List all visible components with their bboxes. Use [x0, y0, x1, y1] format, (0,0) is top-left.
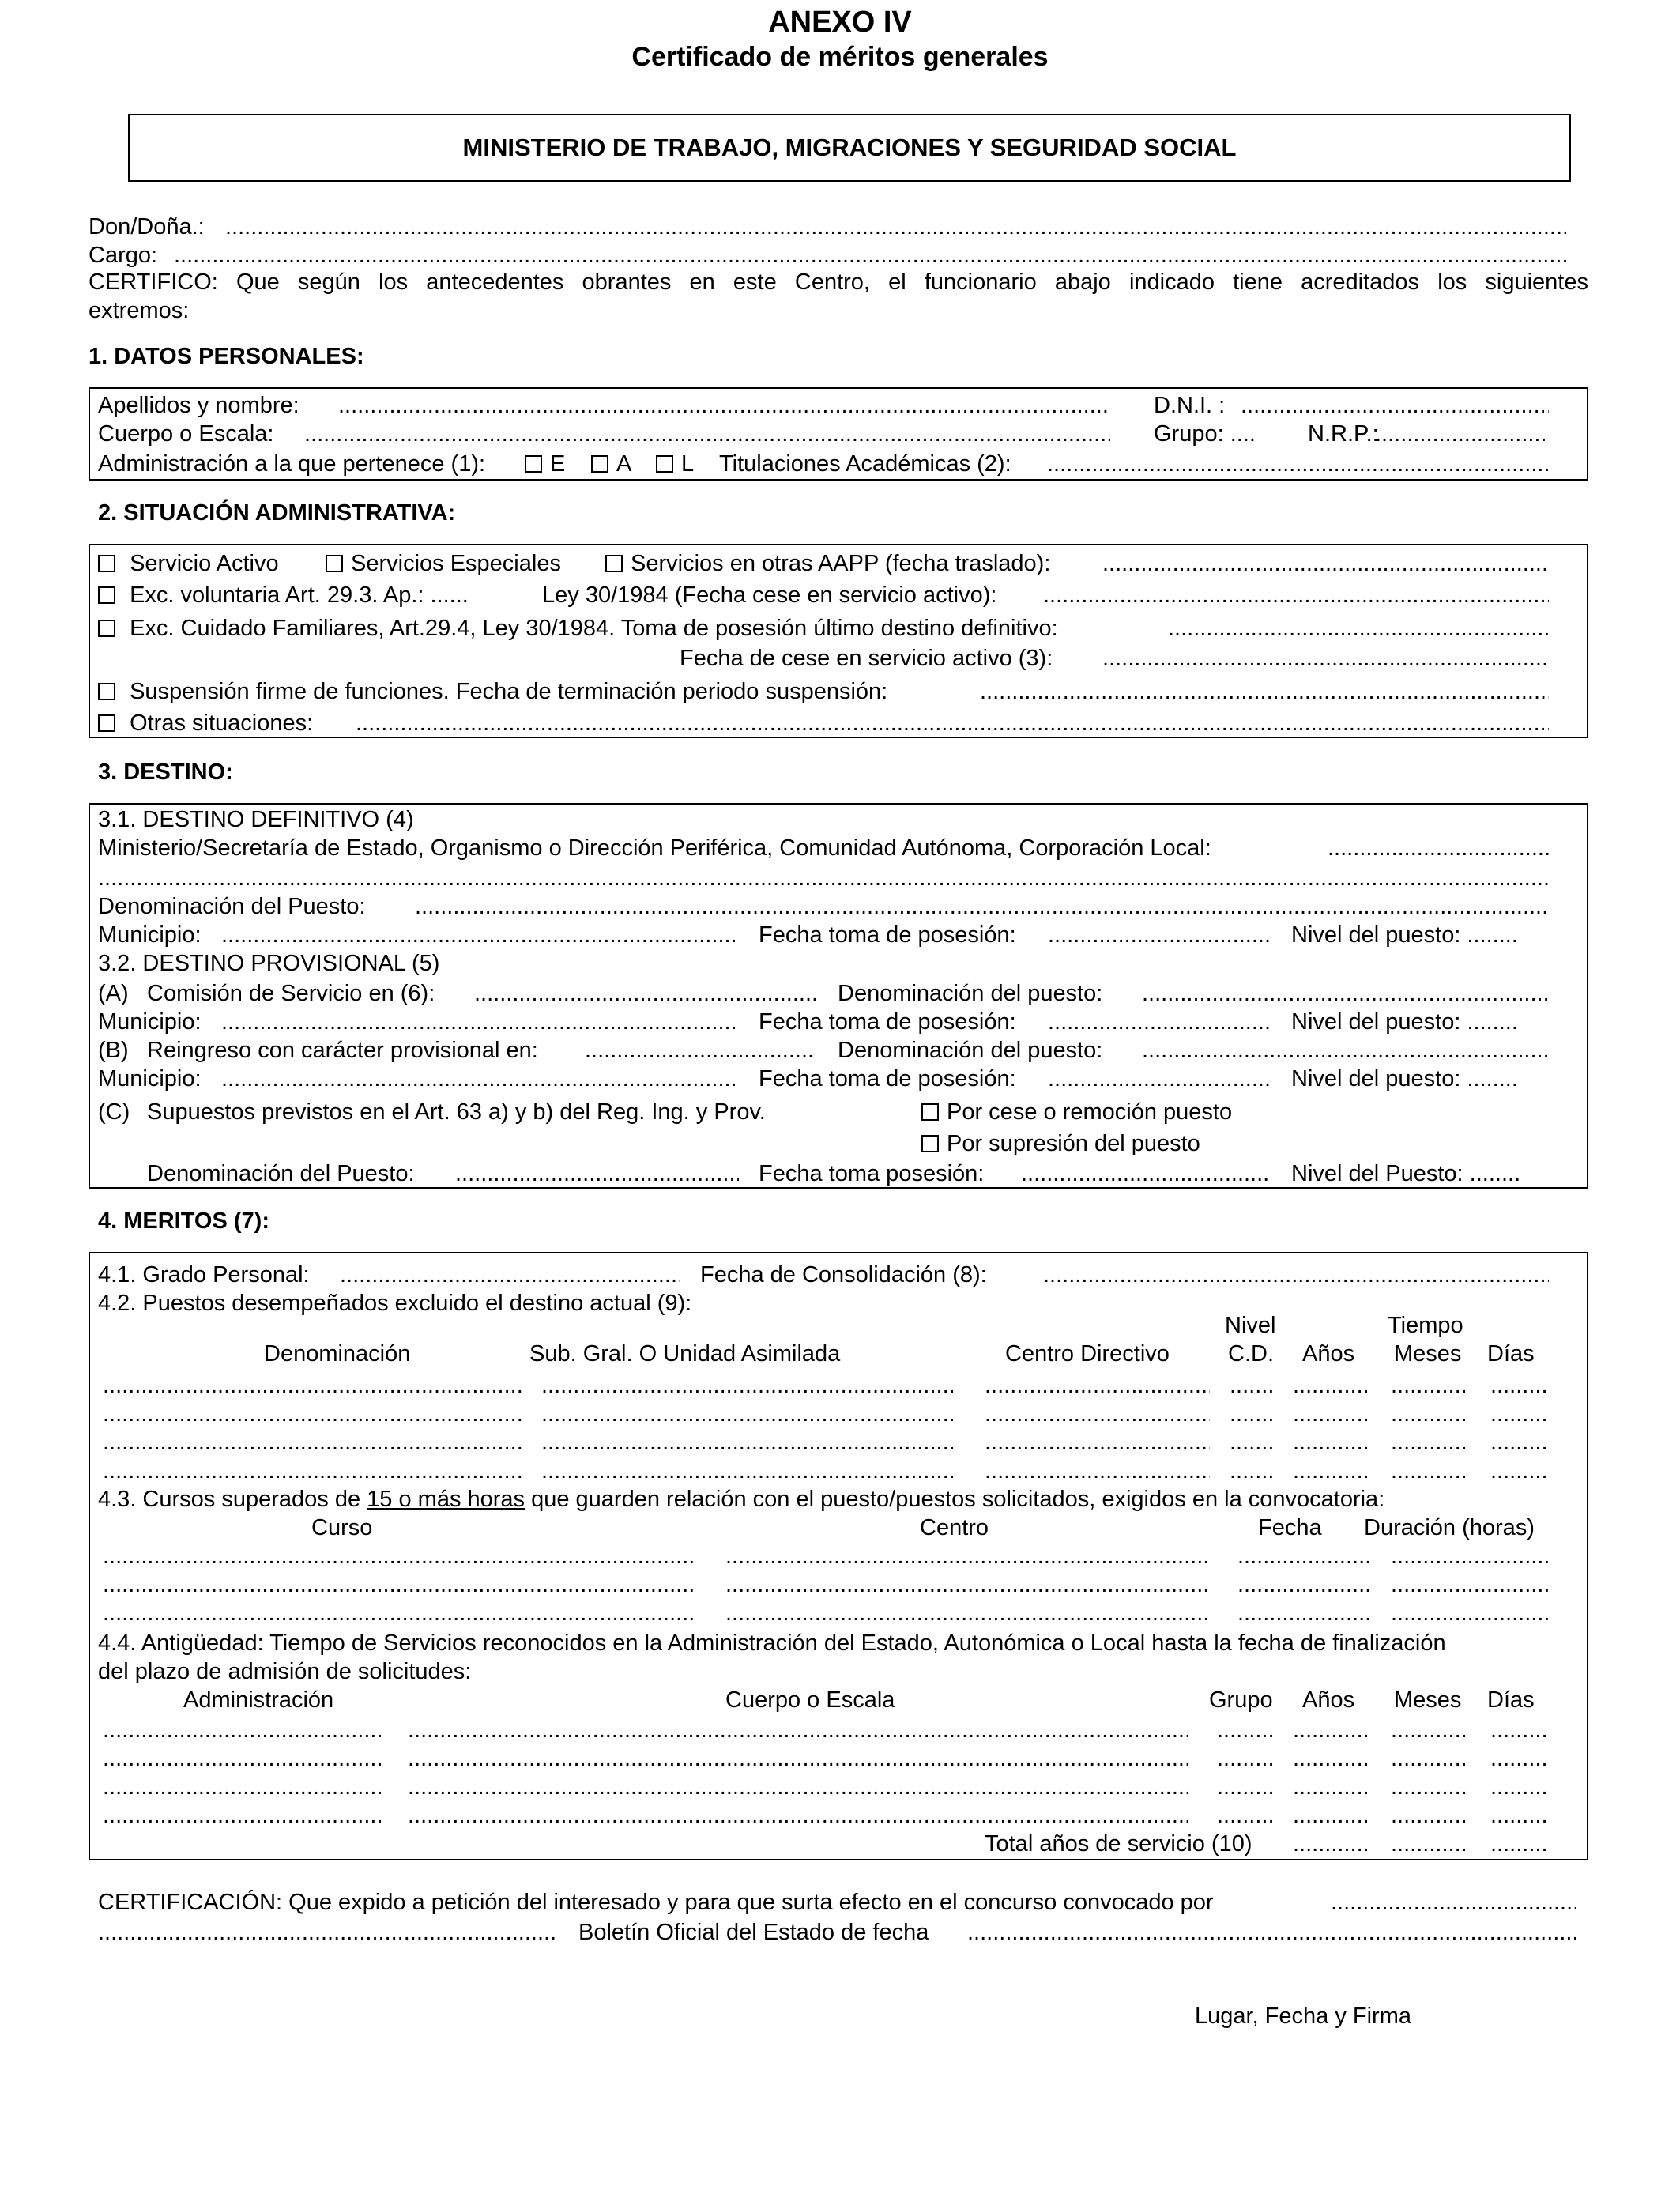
certifico-text: CERTIFICO: Que según los antecedentes obrantes en este Centro, el funcionario abajo indicado tiene acreditados los siguientes	[89, 270, 1588, 295]
antiguedad-cuerpo-cell[interactable]	[408, 1802, 1188, 1829]
cursos-duracion-cell[interactable]	[1391, 1571, 1549, 1598]
fecha-cese-field[interactable]	[1043, 582, 1549, 609]
admin-option-a[interactable]: A	[591, 450, 631, 477]
comision-field[interactable]	[474, 980, 816, 1007]
puestos-cd-cell[interactable]	[1230, 1372, 1274, 1399]
antiguedad-anos-cell[interactable]	[1293, 1802, 1370, 1829]
col-duracion-header: Duración (horas)	[1364, 1515, 1535, 1540]
checkbox-por-cese[interactable]	[921, 1103, 939, 1121]
admin-label: Administración a la que pertenece (1):	[98, 451, 486, 477]
cursos-duracion-cell[interactable]	[1391, 1543, 1549, 1570]
puestos-anos-cell[interactable]	[1293, 1429, 1370, 1456]
ministry-name: MINISTERIO DE TRABAJO, MIGRACIONES Y SEGURIDAD SOCIAL	[462, 134, 1237, 161]
puestos-subgral-cell[interactable]	[541, 1429, 956, 1456]
otras-field[interactable]	[356, 710, 1549, 737]
fecha-cese-3-field[interactable]	[1102, 645, 1549, 672]
antiguedad-admin-cell[interactable]	[103, 1745, 381, 1772]
antiguedad-text: 4.4. Antigüedad: Tiempo de Servicios reconocidos en la Administración del Estado, Autonómica o Local hasta la fecha de finalización	[98, 1630, 1446, 1656]
puestos-denominacion-cell[interactable]	[103, 1457, 522, 1484]
puestos-dias-cell[interactable]	[1490, 1372, 1549, 1399]
apellidos-label: Apellidos y nombre:	[98, 393, 299, 418]
antiguedad-admin-cell[interactable]	[103, 1802, 381, 1829]
consolidacion-field[interactable]	[1043, 1261, 1549, 1288]
section3-title: 3. DESTINO:	[98, 760, 233, 785]
ministerio-label: Ministerio/Secretaría de Estado, Organismo o Dirección Periférica, Comunidad Autónoma, Corporación Local:	[98, 835, 1211, 861]
b-label: (B)	[98, 1038, 129, 1063]
annex-title: ANEXO IV	[768, 6, 912, 39]
antiguedad-dias-cell[interactable]	[1490, 1774, 1549, 1800]
fecha-toma-c-label: Fecha toma posesión:	[759, 1161, 985, 1186]
col-cuerpo-header: Cuerpo o Escala	[725, 1687, 895, 1713]
puestos-anos-cell[interactable]	[1293, 1457, 1370, 1484]
dni-field[interactable]	[1241, 392, 1549, 419]
cursos-centro-cell[interactable]	[725, 1600, 1211, 1627]
antiguedad-admin-cell[interactable]	[103, 1717, 381, 1744]
municipio-a-label: Municipio:	[98, 1009, 202, 1035]
denominacion-b-label: Denominación del puesto:	[838, 1038, 1103, 1063]
ley-fecha-cese-label: Ley 30/1984 (Fecha cese en servicio activo):	[542, 582, 997, 608]
section2-title: 2. SITUACIÓN ADMINISTRATIVA:	[98, 500, 456, 526]
fecha-toma-a-field[interactable]	[1048, 1008, 1271, 1035]
col-meses-header: Meses	[1394, 1341, 1462, 1367]
denominacion-c-field[interactable]	[455, 1160, 739, 1187]
antiguedad-cuerpo-cell[interactable]	[408, 1717, 1188, 1744]
cursos-label: 4.3. Cursos superados de 15 o más horas que guarden relación con el puesto/puestos solicitados, exigidos en la convocatoria:	[98, 1487, 1385, 1512]
fecha-toma-c-field[interactable]	[1021, 1160, 1271, 1187]
fecha-toma-a-label: Fecha toma de posesión:	[759, 1009, 1016, 1035]
cursos-curso-cell[interactable]	[103, 1543, 697, 1570]
section1-title: 1. DATOS PERSONALES:	[89, 344, 364, 369]
servicios-especiales-option[interactable]: Servicios Especiales	[326, 550, 561, 577]
dni-label: D.N.I. :	[1154, 393, 1226, 418]
don-label: Don/Doña.:	[89, 214, 205, 239]
otras-option[interactable]: Otras situaciones:	[98, 710, 313, 737]
cursos-curso-cell[interactable]	[103, 1600, 697, 1627]
col-anos-header: Años	[1302, 1341, 1355, 1367]
puestos-meses-cell[interactable]	[1391, 1457, 1468, 1484]
fecha-toma-label: Fecha toma de posesión:	[759, 922, 1016, 948]
antiguedad-grupo-cell[interactable]	[1217, 1802, 1274, 1829]
denominacion-b-field[interactable]	[1142, 1037, 1549, 1064]
puestos-subgral-cell[interactable]	[541, 1457, 956, 1484]
por-supresion-option[interactable]: Por supresión del puesto	[921, 1130, 1200, 1157]
ministerio-field[interactable]	[1328, 835, 1549, 861]
checkbox-por-supresion[interactable]	[921, 1135, 939, 1152]
col-grupo-header: Grupo	[1209, 1687, 1273, 1713]
reingreso-field[interactable]	[585, 1037, 816, 1064]
checkbox-exc-voluntaria[interactable]	[98, 586, 115, 604]
apellidos-field[interactable]	[338, 392, 1110, 419]
antiguedad-admin-cell[interactable]	[103, 1774, 381, 1800]
checkbox-a[interactable]	[591, 455, 608, 473]
a-label: (A)	[98, 981, 129, 1006]
col-dias-header-44: Días	[1487, 1687, 1535, 1713]
supuestos-label: Supuestos previstos en el Art. 63 a) y b) del Reg. Ing. y Prov.	[147, 1099, 766, 1125]
col-administracion-header: Administración	[183, 1687, 334, 1713]
col-fecha-header: Fecha	[1258, 1515, 1322, 1540]
consolidacion-label: Fecha de Consolidación (8):	[700, 1262, 987, 1287]
ministerio-field-cont[interactable]	[98, 865, 1549, 892]
puestos-denominacion-cell[interactable]	[103, 1400, 522, 1427]
don-field[interactable]	[225, 213, 1566, 240]
puestos-cd-cell[interactable]	[1230, 1429, 1274, 1456]
nivel-c-label: Nivel del Puesto: ........	[1291, 1161, 1521, 1186]
cargo-field[interactable]	[174, 242, 1566, 269]
antiguedad-dias-cell[interactable]	[1490, 1745, 1549, 1772]
antiguedad-cuerpo-cell[interactable]	[408, 1745, 1188, 1772]
comision-label: Comisión de Servicio en (6):	[147, 981, 435, 1006]
checkbox-exc-cuidado[interactable]	[98, 620, 115, 637]
cursos-fecha-cell[interactable]	[1237, 1600, 1370, 1627]
antiguedad-cuerpo-cell[interactable]	[408, 1774, 1188, 1800]
titulaciones-label: Titulaciones Académicas (2):	[719, 451, 1011, 477]
nrp-label: N.R.P.:	[1308, 421, 1379, 447]
cuerpo-label: Cuerpo o Escala:	[98, 421, 274, 447]
denominacion-c-label: Denominación del Puesto:	[147, 1161, 415, 1186]
antiguedad-grupo-cell[interactable]	[1217, 1745, 1274, 1772]
municipio-field[interactable]	[221, 922, 739, 948]
total-meses-field[interactable]	[1391, 1830, 1468, 1857]
fecha-toma-b-field[interactable]	[1048, 1065, 1271, 1092]
denominacion-puesto-label: Denominación del Puesto:	[98, 894, 366, 919]
checkbox-servicios-especiales[interactable]	[326, 555, 343, 572]
certifico-text-end: extremos:	[89, 298, 190, 323]
total-dias-field[interactable]	[1490, 1830, 1549, 1857]
antiguedad-anos-cell[interactable]	[1293, 1745, 1370, 1772]
fecha-toma-b-label: Fecha toma de posesión:	[759, 1066, 1016, 1091]
antiguedad-text-end: del plazo de admisión de solicitudes:	[98, 1659, 472, 1684]
cursos-curso-cell[interactable]	[103, 1571, 697, 1598]
checkbox-servicio-activo[interactable]	[98, 555, 115, 572]
puestos-cd-cell[interactable]	[1230, 1400, 1274, 1427]
nivel-puesto-label: Nivel del puesto: ........	[1291, 922, 1518, 948]
fecha-toma-field[interactable]	[1048, 922, 1271, 948]
cursos-duracion-cell[interactable]	[1391, 1600, 1549, 1627]
col-nivel-header: Nivel	[1225, 1313, 1276, 1338]
puestos-meses-cell[interactable]	[1391, 1372, 1468, 1399]
boletin-label: Boletín Oficial del Estado de fecha	[578, 1920, 929, 1945]
antiguedad-dias-cell[interactable]	[1490, 1717, 1549, 1744]
titulaciones-field[interactable]	[1047, 450, 1549, 477]
puestos-denominacion-cell[interactable]	[103, 1372, 522, 1399]
denominacion-a-label: Denominación del puesto:	[838, 981, 1103, 1006]
puestos-meses-cell[interactable]	[1391, 1429, 1468, 1456]
reingreso-label: Reingreso con carácter provisional en:	[147, 1038, 538, 1063]
puestos-anos-cell[interactable]	[1293, 1372, 1370, 1399]
boletin-prefix-field[interactable]	[98, 1919, 556, 1946]
section4-title: 4. MERITOS (7):	[98, 1208, 269, 1234]
antiguedad-grupo-cell[interactable]	[1217, 1774, 1274, 1800]
puestos-anos-cell[interactable]	[1293, 1400, 1370, 1427]
col-anos-header-44: Años	[1302, 1687, 1355, 1713]
municipio-label: Municipio:	[98, 922, 202, 948]
checkbox-suspension[interactable]	[98, 683, 115, 700]
antiguedad-grupo-cell[interactable]	[1217, 1717, 1274, 1744]
col-denominacion-header: Denominación	[264, 1341, 411, 1367]
cursos-fecha-cell[interactable]	[1237, 1543, 1370, 1570]
cursos-centro-cell[interactable]	[725, 1543, 1211, 1570]
servicios-otras-option[interactable]: Servicios en otras AAPP (fecha traslado):	[605, 550, 1050, 577]
admin-option-l[interactable]: L	[656, 450, 694, 477]
checkbox-l[interactable]	[656, 455, 673, 473]
puestos-centro-cell[interactable]	[985, 1372, 1210, 1399]
municipio-b-field[interactable]	[221, 1065, 739, 1092]
destino-definitivo: 3.1. DESTINO DEFINITIVO (4)	[98, 807, 414, 832]
fecha-traslado-field[interactable]	[1102, 550, 1549, 577]
col-curso-header: Curso	[311, 1515, 373, 1540]
puestos-meses-cell[interactable]	[1391, 1400, 1468, 1427]
boletin-fecha-field[interactable]	[967, 1919, 1576, 1946]
municipio-a-field[interactable]	[221, 1008, 739, 1035]
puestos-subgral-cell[interactable]	[541, 1400, 956, 1427]
grupo-label: Grupo: ....	[1154, 421, 1256, 447]
col-tiempo-header: Tiempo	[1388, 1313, 1463, 1338]
col-dias-header: Días	[1487, 1341, 1535, 1367]
destino-provisional: 3.2. DESTINO PROVISIONAL (5)	[98, 951, 440, 976]
cursos-centro-cell[interactable]	[725, 1571, 1211, 1598]
puestos-cd-cell[interactable]	[1230, 1457, 1274, 1484]
certificacion-text: CERTIFICACIÓN: Que expido a petición del interesado y para que surta efecto en el concurso convocado por	[98, 1890, 1214, 1915]
nrp-field[interactable]	[1375, 420, 1549, 447]
puestos-subgral-cell[interactable]	[541, 1372, 956, 1399]
col-meses-header-44: Meses	[1394, 1687, 1462, 1713]
checkbox-otras[interactable]	[98, 714, 115, 732]
puestos-centro-cell[interactable]	[985, 1400, 1210, 1427]
por-cese-option[interactable]: Por cese o remoción puesto	[921, 1099, 1232, 1125]
puestos-dias-cell[interactable]	[1490, 1429, 1549, 1456]
col-centro-directivo-header: Centro Directivo	[1005, 1341, 1170, 1367]
denominacion-a-field[interactable]	[1142, 980, 1549, 1007]
suspension-option[interactable]: Suspensión firme de funciones. Fecha de terminación periodo suspensión:	[98, 678, 887, 705]
total-anos-label: Total años de servicio (10)	[985, 1831, 1252, 1857]
puestos-centro-cell[interactable]	[985, 1429, 1210, 1456]
antiguedad-meses-cell[interactable]	[1391, 1717, 1468, 1744]
fecha-cese-3-label: Fecha de cese en servicio activo (3):	[680, 646, 1053, 671]
exc-voluntaria-option[interactable]: Exc. voluntaria Art. 29.3. Ap.: ......	[98, 582, 469, 609]
col-cd-header: C.D.	[1228, 1341, 1274, 1367]
puestos-dias-cell[interactable]	[1490, 1400, 1549, 1427]
nivel-a-label: Nivel del puesto: ........	[1291, 1009, 1518, 1035]
checkbox-e[interactable]	[525, 455, 542, 473]
grado-label: 4.1. Grado Personal:	[98, 1262, 310, 1287]
cursos-fecha-cell[interactable]	[1237, 1571, 1370, 1598]
puestos-label: 4.2. Puestos desempeñados excluido el destino actual (9):	[98, 1291, 692, 1316]
checkbox-servicios-otras[interactable]	[605, 555, 623, 572]
antiguedad-dias-cell[interactable]	[1490, 1802, 1549, 1829]
municipio-b-label: Municipio:	[98, 1066, 202, 1091]
total-anos-field[interactable]	[1293, 1830, 1370, 1857]
servicio-activo-option[interactable]: Servicio Activo	[98, 550, 279, 577]
toma-posesion-field[interactable]	[1168, 615, 1549, 642]
nivel-b-label: Nivel del puesto: ........	[1291, 1066, 1518, 1091]
antiguedad-anos-cell[interactable]	[1293, 1774, 1370, 1800]
antiguedad-meses-cell[interactable]	[1391, 1774, 1468, 1800]
c-label: (C)	[98, 1099, 130, 1125]
puestos-dias-cell[interactable]	[1490, 1457, 1549, 1484]
col-subgral-header: Sub. Gral. O Unidad Asimilada	[529, 1341, 841, 1367]
suspension-field[interactable]	[980, 678, 1549, 705]
admin-option-e[interactable]: E	[525, 450, 565, 477]
cargo-label: Cargo:	[89, 243, 158, 268]
col-centro-header: Centro	[920, 1515, 989, 1540]
cuerpo-field[interactable]	[304, 420, 1110, 447]
exc-cuidado-option[interactable]: Exc. Cuidado Familiares, Art.29.4, Ley 30/1984. Toma de posesión último destino definitivo:	[98, 615, 1058, 642]
antiguedad-anos-cell[interactable]	[1293, 1717, 1370, 1744]
firma-label: Lugar, Fecha y Firma	[1195, 2004, 1411, 2029]
antiguedad-meses-cell[interactable]	[1391, 1745, 1468, 1772]
document-title: Certificado de méritos generales	[631, 42, 1049, 72]
antiguedad-meses-cell[interactable]	[1391, 1802, 1468, 1829]
denominacion-puesto-field[interactable]	[415, 893, 1549, 920]
puestos-denominacion-cell[interactable]	[103, 1429, 522, 1456]
grado-field[interactable]	[340, 1261, 680, 1288]
convocado-por-field[interactable]	[1331, 1889, 1576, 1916]
puestos-centro-cell[interactable]	[985, 1457, 1210, 1484]
